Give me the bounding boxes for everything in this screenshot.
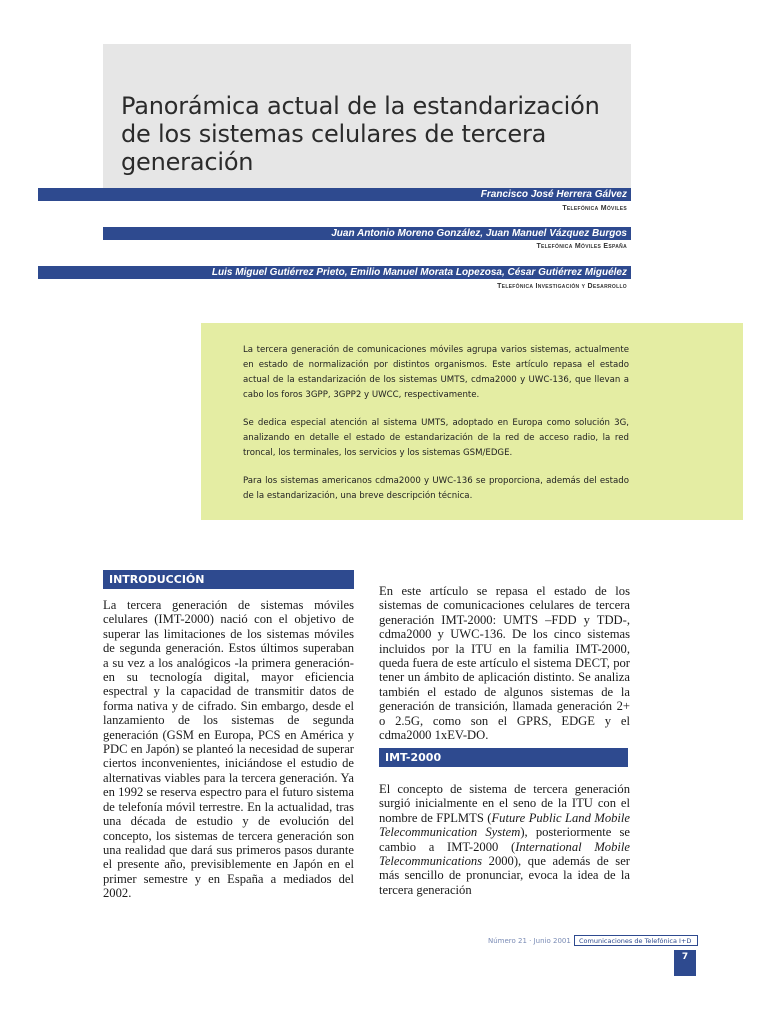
imt-text [379,782,630,897]
affiliation-2: Telefónica Móviles España [536,243,627,250]
page-number: 7 [674,950,696,976]
column2-paragraph [379,584,630,742]
author-bar-1: Francisco José Herrera Gálvez [38,188,631,201]
column2-text: En este artículo se repasa el estado de los sistemas de comunicaciones celulares de tercera generación IMT-2000: UMTS –FDD y TDD-, cdma2000 y UWC-136. De los cinco sistemas incluidos por la ITU en la familia IMT-2000, queda fuera de este artículo el sistema DECT, por tener un ámbito de aplicación distinto. Se analiza también el estado de algunos sistemas de la generación de transición, llamada generación 2+ o 2.5G, como son el GPRS, EDGE y el cdma2000 1xEV-DO. [379,584,630,743]
imt-paragraph [379,782,630,897]
imt-text-c: ), posteriormente se cambio a IMT-2000 ( [379,825,631,854]
imt-text-b: Future Public Land Mobile Telecommunication System [379,810,630,840]
intro-text: La tercera generación de sistemas móviles celulares (IMT-2000) nació con el objetivo de superar las limitaciones de los sistemas móviles de segunda generación. Estos últimos superaban a su vez a los analógicos -la primera generación- en su tecnología digital, mayor eficiencia espectral y la capacidad de transmitir datos de forma nativa y de cifrado. Sin embargo, desde el lanzamiento de los sistemas de segunda generación (GSM en Europa, PCS en América y PDC en Japón) se planteó la necesidad de superar ciertos inconvenientes, iniciándose el estudio de alternativas viables para la tercera generación. Ya en 1992 se reserva espectro para el futuro sistema de telefonía móvil terrestre. En la actualidad, tras una década de estudio y de evolución del concepto, los sistemas de tercera generación son una realidad que dará sus primeros pasos durante el presente año, previsiblemente en Japón en el primer semestre y en España a mediados del 2002. [103,598,354,901]
imt-text-d: International Mobile Telecommunications [379,839,630,869]
author-bar-3: Luis Miguel Gutiérrez Prieto, Emilio Manuel Morata Lopezosa, César Gutiérrez Miguélez [38,266,631,279]
footer-journal: Comunicaciones de Telefónica I+D [574,935,698,946]
article-title: Panorámica actual de la estandarización de los sistemas celulares de tercera generación [121,92,600,176]
intro-paragraph [103,598,354,901]
abstract-paragraph: Se dedica especial atención al sistema UMTS, adoptado en Europa como solución 3G, analizando en detalle el estado de estandarización de la red de acceso radio, la red troncal, los terminales, los servicios y los sistemas GSM/EDGE. [243,418,629,458]
affiliation-3: Telefónica Investigación y Desarrollo [497,283,627,290]
section-heading-introduccion: INTRODUCCIÓN [103,570,354,589]
abstract-paragraph: Para los sistemas americanos cdma2000 y UWC-136 se proporciona, además del estado de la estandarización, una breve descripción técnica. [243,476,629,501]
imt-text-a: El concepto de sistema de tercera generación surgió inicialmente en el seno de la ITU con el nombre de FPLMTS ( [379,782,630,825]
imt-text-e: 2000), que además de ser más sencillo de pronunciar, evoca la idea de la tercera generación [379,854,630,897]
abstract [243,343,629,517]
affiliation-1: Telefónica Móviles [562,205,627,212]
section-heading-imt2000: IMT-2000 [379,748,628,767]
abstract-paragraph: La tercera generación de comunicaciones móviles agrupa varios sistemas, actualmente en estado de normalización por distintos organismos. Este artículo repasa el estado actual de la estandarización de los sistemas UMTS, cdma2000 y UWC-136, que llevan a cabo los foros 3GPP, 3GPP2 y UWCC, respectivamente. [243,345,629,400]
author-bar-2: Juan Antonio Moreno González, Juan Manuel Vázquez Burgos [103,227,631,240]
footer-issue: Número 21 · Junio 2001 [488,937,571,945]
